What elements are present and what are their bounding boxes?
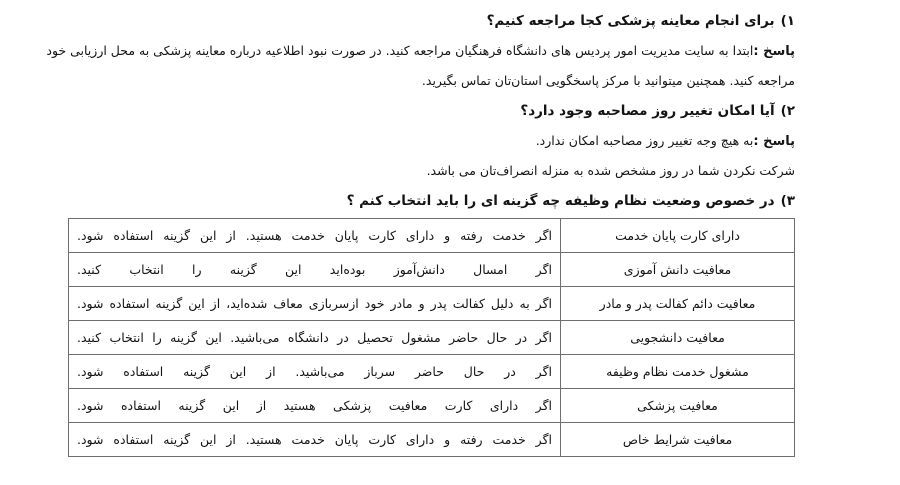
option-name-cell: معافیت پزشکی (561, 389, 795, 423)
table-row (69, 321, 795, 355)
table-row (69, 287, 795, 321)
options-table-body (69, 219, 795, 457)
options-table-container (0, 218, 900, 457)
faq-question-3 (105, 186, 795, 216)
option-name-cell: معافیت دائم کفالت پدر و مادر (561, 287, 795, 321)
faq-answer-1-line-2 (105, 66, 795, 96)
faq-answer-2-line-1 (105, 126, 795, 156)
faq-question-1-text: برای انجام معاینه پزشکی کجا مراجعه کنیم؟ (486, 13, 775, 29)
faq-answer-2-label: پاسخ : (753, 134, 795, 149)
faq-question-1 (105, 6, 795, 36)
table-row (69, 389, 795, 423)
table-row (69, 253, 795, 287)
option-name-cell: مشغول خدمت نظام وظیفه (561, 355, 795, 389)
faq-question-3-text: در خصوص وضعیت نظام وظیفه چه گزینه ای را باید انتخاب کنم ؟ (346, 193, 775, 209)
option-name-cell: معافیت دانشجویی (561, 321, 795, 355)
faq-section (0, 0, 900, 216)
option-description-cell: اگر خدمت رفته و دارای کارت پایان خدمت هستید. از این گزینه استفاده شود. (69, 423, 561, 457)
faq-question-3-number: ۳) (780, 193, 795, 209)
military-service-options-table (68, 218, 795, 457)
table-row (69, 219, 795, 253)
faq-question-2-text: آیا امکان تغییر روز مصاحبه وجود دارد؟ (520, 103, 775, 119)
faq-answer-2-text-2: شرکت نکردن شما در روز مشخص شده به منزله انصراف‌تان می باشد. (426, 163, 795, 178)
faq-answer-1-text-1: ابتدا به سایت مدیریت امور پردیس های دانشگاه فرهنگیان مراجعه کنید. در صورت نبود اطلاعیه درباره معاینه پزشکی به محل ارزیابی خود (46, 43, 754, 58)
option-description-cell: اگر امسال دانش‌آموز بوده‌اید این گزینه را انتخاب کنید. (69, 253, 561, 287)
faq-answer-1-line-1 (46, 36, 795, 66)
option-description-cell: اگر خدمت رفته و دارای کارت پایان خدمت هستید. از این گزینه استفاده شود. (69, 219, 561, 253)
option-description-cell: اگر دارای کارت معافیت پزشکی هستید از این گزینه استفاده شود. (69, 389, 561, 423)
option-description-cell: اگر در حال حاضر مشغول تحصیل در دانشگاه می‌باشید. این گزینه را انتخاب کنید. (69, 321, 561, 355)
option-name-cell: معافیت شرایط خاص (561, 423, 795, 457)
faq-question-2 (105, 96, 795, 126)
faq-answer-2-line-2 (105, 156, 795, 186)
faq-answer-1-label: پاسخ : (753, 44, 795, 59)
faq-question-2-number: ۲) (780, 103, 795, 119)
option-description-cell: اگر در حال حاضر سرباز می‌باشید. از این گزینه استفاده شود. (69, 355, 561, 389)
table-row (69, 355, 795, 389)
option-description-cell: اگر به دلیل کفالت پدر و مادر خود ازسربازی معاف شده‌اید، از این گزینه استفاده شود. (69, 287, 561, 321)
option-name-cell: دارای کارت پایان خدمت (561, 219, 795, 253)
faq-answer-2-text-1: به هیچ وجه تغییر روز مصاحبه امکان ندارد. (535, 133, 754, 148)
table-row (69, 423, 795, 457)
faq-question-1-number: ۱) (780, 13, 795, 29)
faq-answer-1-text-2: مراجعه کنید. همچنین میتوانید با مرکز پاسخگویی استان‌تان تماس بگیرید. (421, 73, 795, 88)
option-name-cell: معافیت دانش آموزی (561, 253, 795, 287)
